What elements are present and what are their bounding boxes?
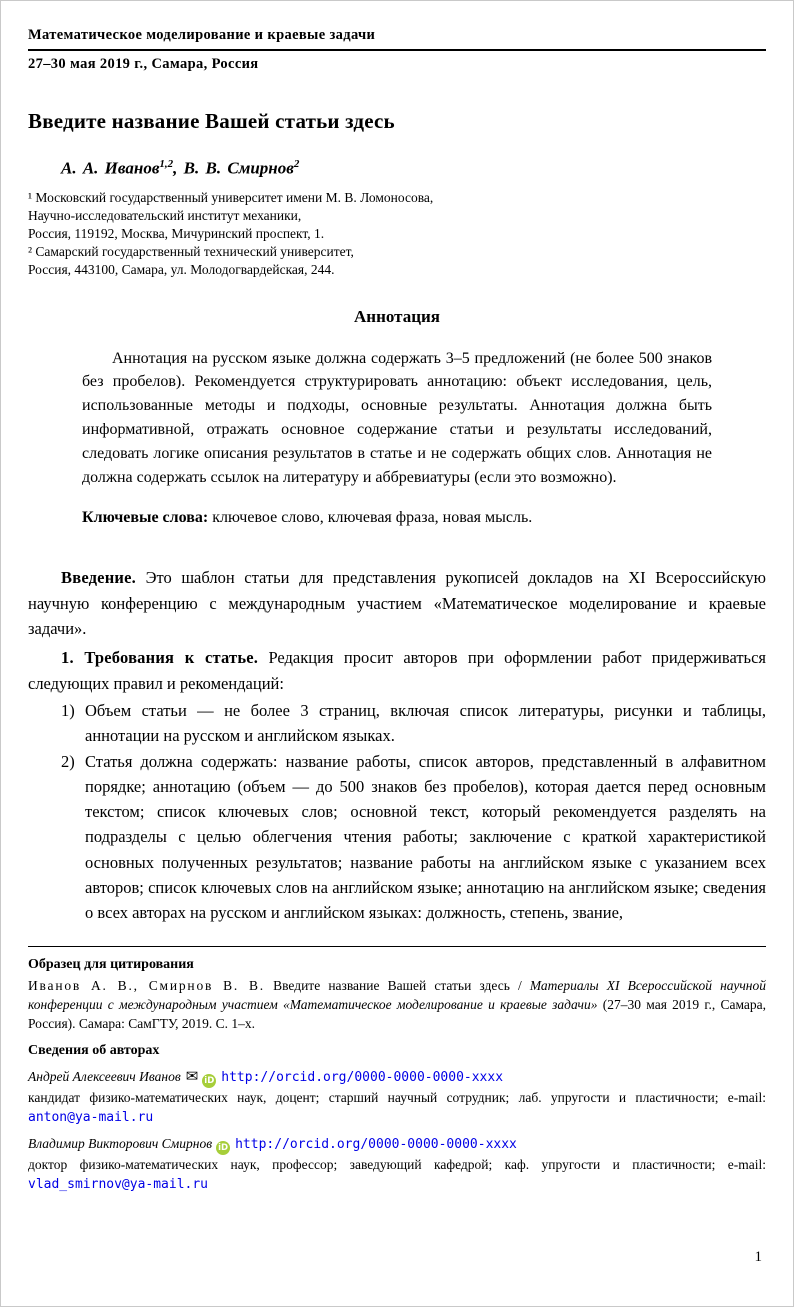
author-full-name: Владимир Викторович Смирнов bbox=[28, 1135, 213, 1151]
list-item-text: Объем статьи — не более 3 страниц, включая список литературы, рисунки и таблицы, аннотации на русском и английском языках. bbox=[85, 700, 766, 746]
email-link[interactable]: vlad_smirnov@ya-mail.ru bbox=[28, 1176, 209, 1192]
author-description-text: кандидат физико-математических наук, доцент; старший научный сотрудник; лаб. упругости и пластичности; e-mail: bbox=[28, 1089, 766, 1105]
citation-paragraph bbox=[28, 976, 766, 1033]
footnote-rule bbox=[28, 946, 766, 947]
orcid-icon: iD bbox=[202, 1074, 216, 1088]
citation-source: Материалы XI Всероссийской научной конференции с международным участием «Математическое моделирование и краевые задачи» bbox=[28, 977, 767, 1012]
conference-title: Математическое моделирование и краевые задачи bbox=[28, 27, 766, 51]
keywords-line bbox=[82, 506, 712, 529]
keywords-label: Ключевые слова: bbox=[82, 509, 209, 527]
list-item bbox=[61, 749, 766, 926]
orcid-link[interactable]: http://orcid.org/0000-0000-0000-xxxx bbox=[235, 1136, 517, 1152]
intro-text: Это шаблон статьи для представления рукописей докладов на XI Всероссийскую научную конференцию с международным участием «Математическое моделирование и краевые задачи». bbox=[28, 568, 766, 639]
section-1-paragraph bbox=[28, 645, 766, 696]
authors-info-heading: Сведения об авторах bbox=[28, 1042, 160, 1058]
affiliation-line: ² Самарский государственный технический университет, bbox=[28, 243, 354, 259]
list-item bbox=[61, 698, 766, 749]
author-1-affiliation-sup: 1,2 bbox=[159, 158, 174, 170]
list-item-marker: 1) bbox=[61, 700, 75, 720]
main-body bbox=[28, 565, 766, 925]
citation-tail: (27–30 мая 2019 г., Самара, Россия). Самара: СамГТУ, 2019. С. 1–х. bbox=[28, 996, 767, 1031]
citation-title: Введите название Вашей статьи здесь / bbox=[264, 977, 530, 993]
keywords-text: ключевое слово, ключевая фраза, новая мысль. bbox=[208, 509, 533, 527]
abstract-text: Аннотация на русском языке должна содержать 3–5 предложений (не более 500 знаков без пробелов). Рекомендуется структурировать аннотацию: объект исследования, цель, использованные методы и подходы, основные результаты. Аннотация должна быть информативной, отражать основное содержание статьи и результаты исследований, следовать логике описания результатов в статье и не содержать общих слов. Аннотация не должна содержать ссылок на литературу и аббревиатуры (если это возможно). bbox=[82, 349, 712, 486]
author-description bbox=[28, 1155, 766, 1194]
author-description bbox=[28, 1088, 766, 1127]
page-number: 1 bbox=[754, 1249, 762, 1265]
citation-heading: Образец для цитирования bbox=[28, 956, 194, 972]
affiliation-line: ¹ Московский государственный университет имени М. В. Ломоносова, bbox=[28, 189, 434, 205]
author-description-text: доктор физико-математических наук, профессор; заведующий кафедрой; каф. упругости и пластичности; e-mail: bbox=[28, 1156, 766, 1172]
affiliation-line: Россия, 443100, Самара, ул. Молодогвардейская, 244. bbox=[28, 261, 335, 277]
orcid-icon: iD bbox=[216, 1141, 230, 1155]
email-link[interactable]: anton@ya-mail.ru bbox=[28, 1109, 154, 1125]
author-info-entry bbox=[28, 1067, 766, 1127]
authors-line bbox=[61, 158, 766, 179]
section-1-text: Редакция просит авторов при оформлении работ придерживаться следующих правил и рекомендаций: bbox=[28, 648, 766, 693]
citation-authors: Иванов А. В., Смирнов В. В. bbox=[28, 977, 265, 993]
intro-paragraph bbox=[28, 565, 766, 641]
author-full-name: Андрей Алексеевич Иванов bbox=[28, 1068, 181, 1084]
author-2-name: , В. В. Смирнов bbox=[173, 158, 294, 178]
list-item-marker: 2) bbox=[61, 751, 75, 771]
author-info-entry bbox=[28, 1134, 766, 1194]
mail-icon: ✉ bbox=[185, 1066, 199, 1085]
section-1-lead: 1. Требования к статье. bbox=[61, 648, 259, 668]
affiliation-line: Россия, 119192, Москва, Мичуринский проспект, 1. bbox=[28, 225, 325, 241]
affiliations-block bbox=[28, 189, 766, 279]
conference-dates: 27–30 мая 2019 г., Самара, Россия bbox=[28, 56, 259, 72]
author-2-affiliation-sup: 2 bbox=[293, 158, 300, 170]
list-item-text: Статья должна содержать: название работы, список авторов, представленный в алфавитном порядке; аннотацию (объем — до 500 знаков без пробелов), которая дается перед основным текстом; список ключевых слов; основной текст, который рекомендуется разделять на подразделы с целью облегчения чтения работы; заключение с краткой характеристикой основных полученных результатов; название работы на английском языке с указанием всех авторов; список ключевых слов на английском языке; аннотацию на английском языке; сведения о всех авторах на русском и английском языках: должность, степень, звание, bbox=[85, 751, 766, 923]
footnote-block bbox=[28, 955, 766, 1194]
intro-lead: Введение. bbox=[61, 568, 136, 588]
article-title: Введите название Вашей статьи здесь bbox=[28, 109, 395, 133]
affiliation-line: Научно-исследовательский институт механики, bbox=[28, 207, 302, 223]
author-1-name: А. А. Иванов bbox=[61, 158, 160, 178]
orcid-link[interactable]: http://orcid.org/0000-0000-0000-xxxx bbox=[221, 1069, 504, 1085]
requirements-list bbox=[28, 698, 766, 926]
abstract-heading: Аннотация bbox=[354, 306, 440, 326]
